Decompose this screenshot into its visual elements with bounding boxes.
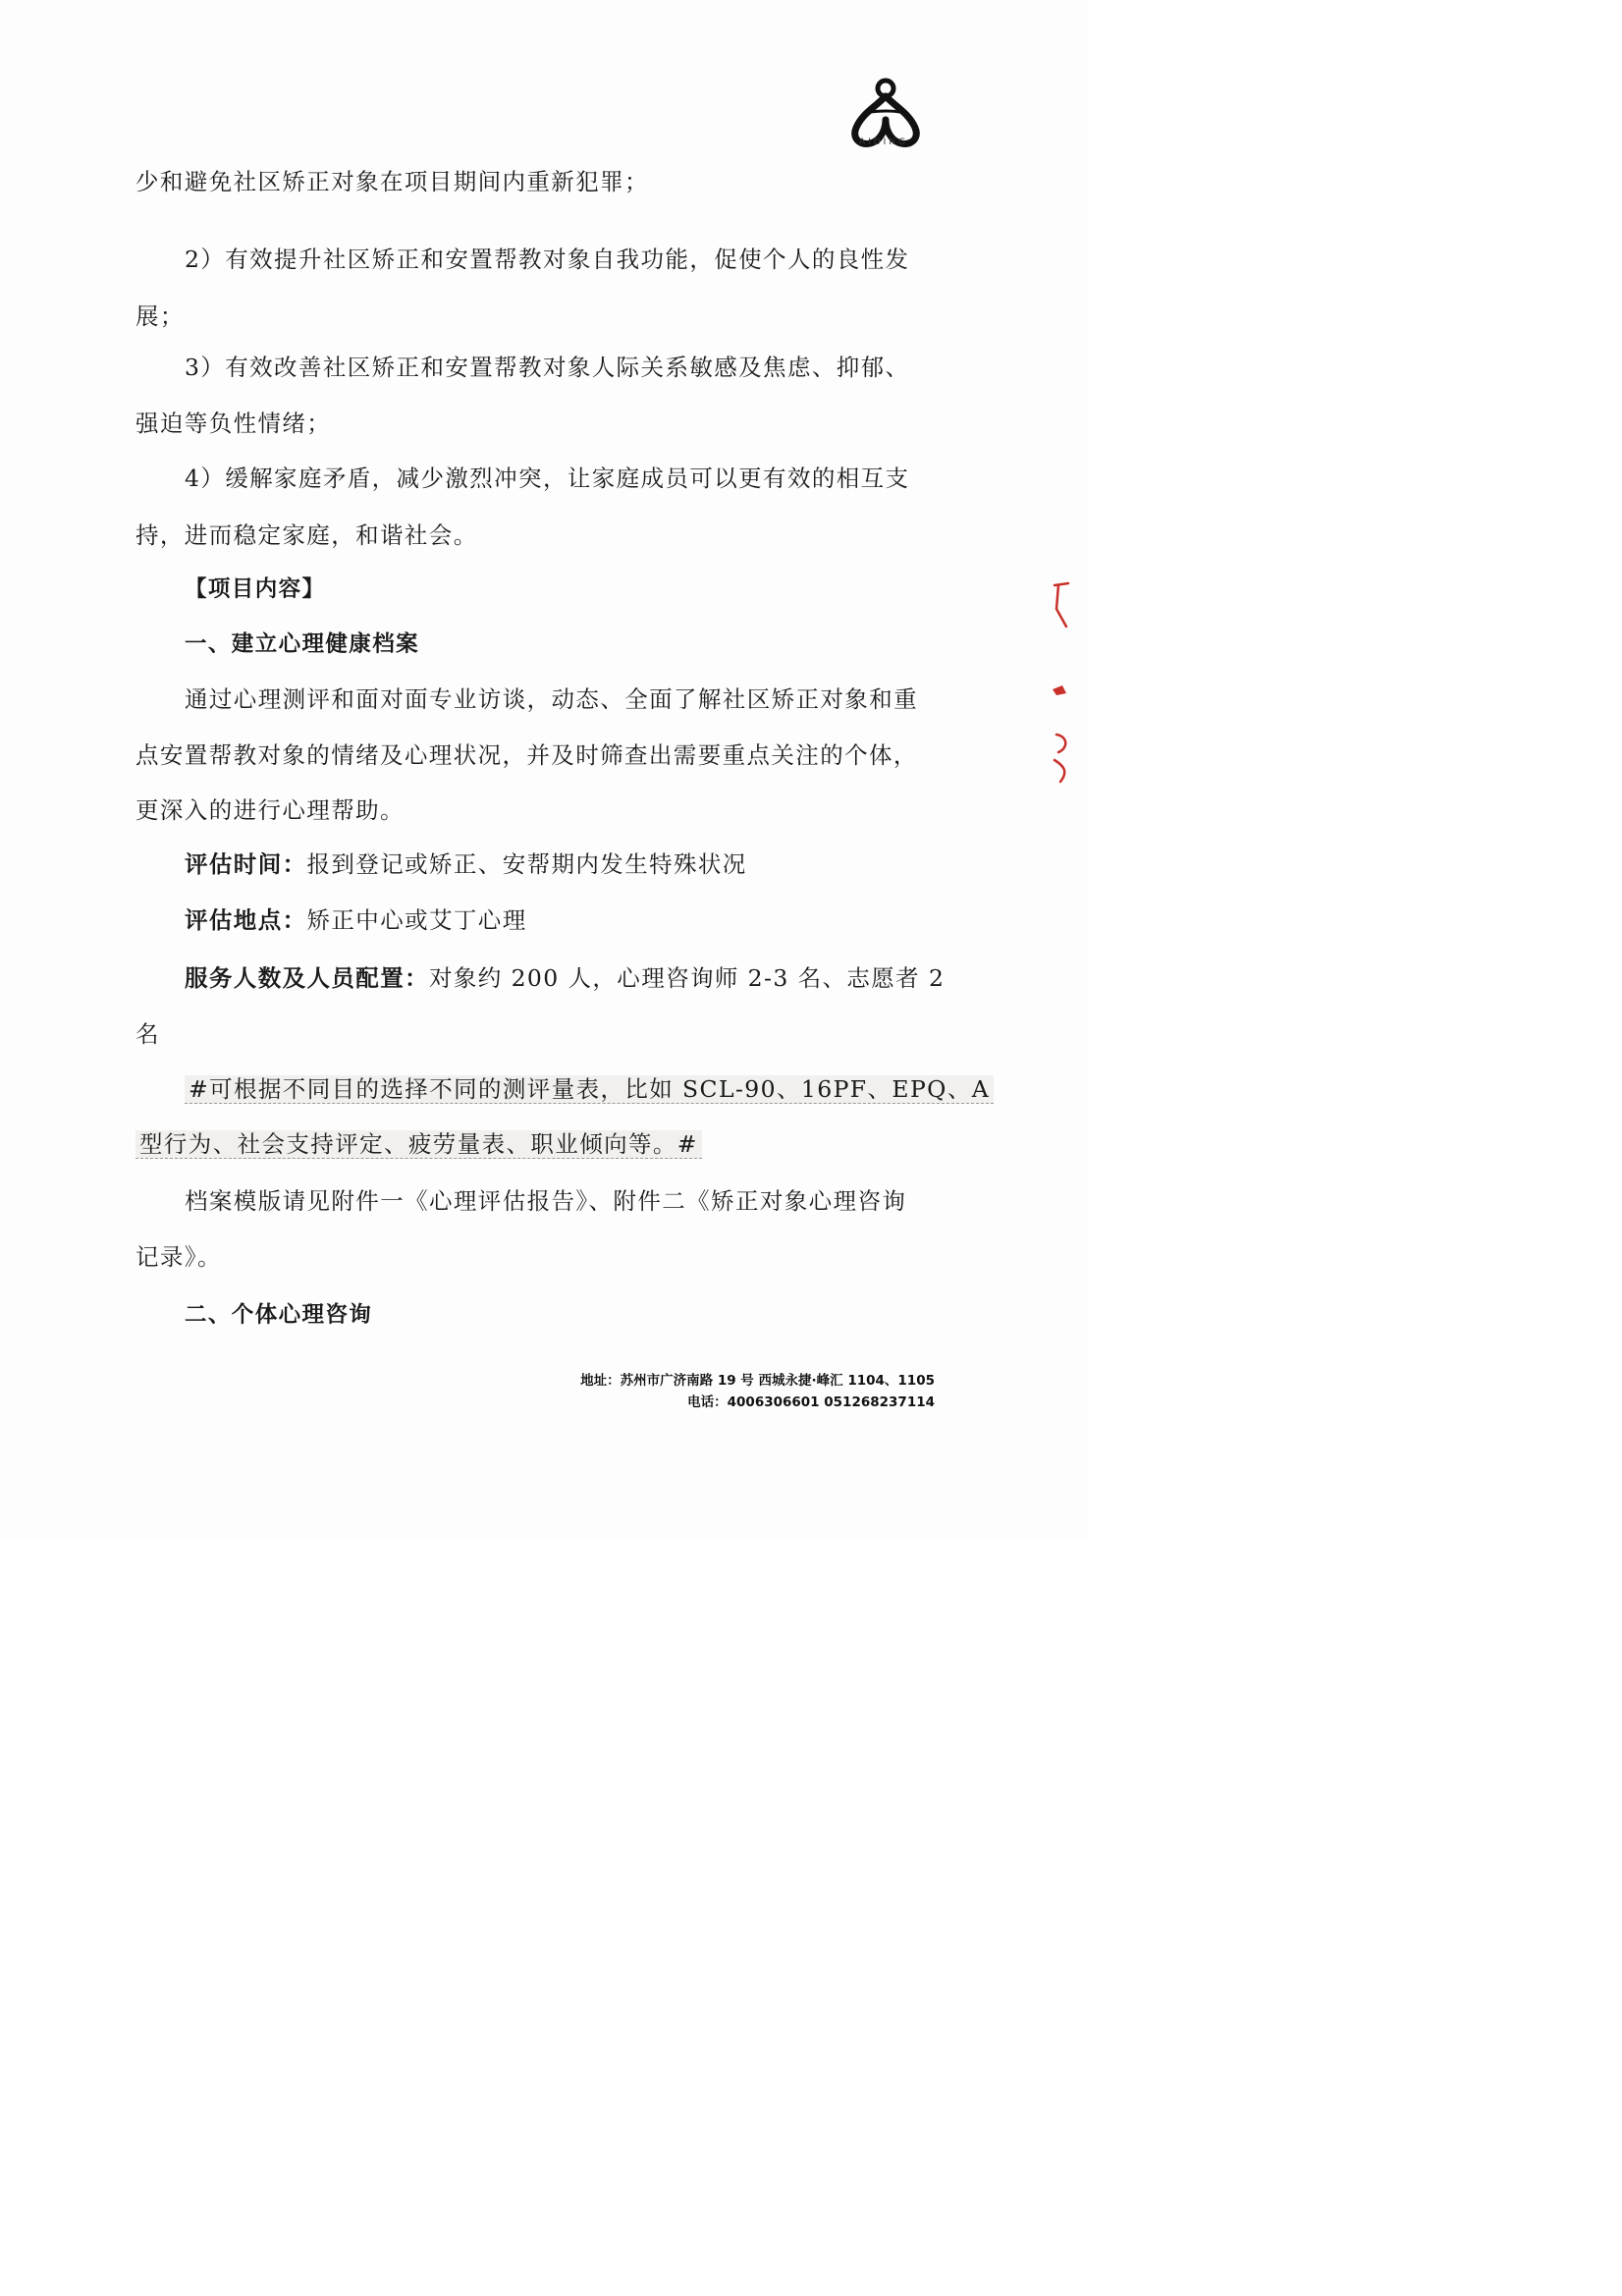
paragraph-line: 档案模版请见附件一《心理评估报告》、附件二《矫正对象心理咨询 — [185, 1187, 907, 1215]
section-title: 【项目内容】 — [185, 576, 326, 602]
document-page — [0, 0, 1088, 1540]
footer-address: 地址：苏州市广济南路 19 号 西城永捷·峰汇 1104、1105 — [580, 1373, 935, 1389]
staffing-cont: 名 — [135, 1020, 160, 1048]
list-item-4-cont: 持，进而稳定家庭，和谐社会。 — [135, 521, 478, 549]
staffing-value: 对象约 200 人，心理咨询师 2-3 名、志愿者 2 — [429, 964, 946, 992]
paragraph-line: 少和避免社区矫正对象在项目期间内重新犯罪； — [135, 168, 649, 195]
list-item-2-cont: 展； — [135, 302, 185, 330]
assessment-time-label: 评估时间： — [185, 850, 307, 878]
note-line — [185, 1072, 991, 1106]
assessment-place-label: 评估地点： — [185, 906, 307, 934]
logo-caption: AIDING — [858, 137, 909, 147]
note-line-cont — [135, 1127, 933, 1161]
seal-edge-marks — [1047, 579, 1076, 795]
footer-phone: 电话：4006306601 051268237114 — [687, 1394, 935, 1410]
highlighted-note-cont: 型行为、社会支持评定、疲劳量表、职业倾向等。# — [135, 1130, 702, 1159]
heading-2: 二、个体心理咨询 — [185, 1302, 373, 1328]
staffing — [185, 961, 946, 995]
paragraph-line: 更深入的进行心理帮助。 — [135, 796, 405, 824]
assessment-place — [185, 903, 933, 937]
list-item-2: 2）有效提升社区矫正和安置帮教对象自我功能，促使个人的良性发 — [185, 246, 910, 273]
paragraph-line: 记录》。 — [135, 1243, 222, 1271]
heading-1: 一、建立心理健康档案 — [185, 631, 420, 657]
list-item-4: 4）缓解家庭矛盾，减少激烈冲突，让家庭成员可以更有效的相互支 — [185, 465, 910, 492]
paragraph-line: 点安置帮教对象的情绪及心理状况，并及时筛查出需要重点关注的个体， — [135, 741, 918, 769]
assessment-place-value: 矫正中心或艾丁心理 — [306, 906, 527, 934]
staffing-label: 服务人数及人员配置： — [185, 964, 429, 992]
assessment-time-value: 报到登记或矫正、安帮期内发生特殊状况 — [306, 850, 747, 878]
assessment-time — [185, 847, 933, 881]
list-item-3-cont: 强迫等负性情绪； — [135, 410, 332, 437]
list-item-3: 3）有效改善社区矫正和安置帮教对象人际关系敏感及焦虑、抑郁、 — [185, 354, 910, 381]
highlighted-note: #可根据不同目的选择不同的测评量表，比如 SCL-90、16PF、EPQ、A — [185, 1075, 994, 1104]
paragraph-line: 通过心理测评和面对面专业访谈，动态、全面了解社区矫正对象和重 — [185, 685, 918, 713]
